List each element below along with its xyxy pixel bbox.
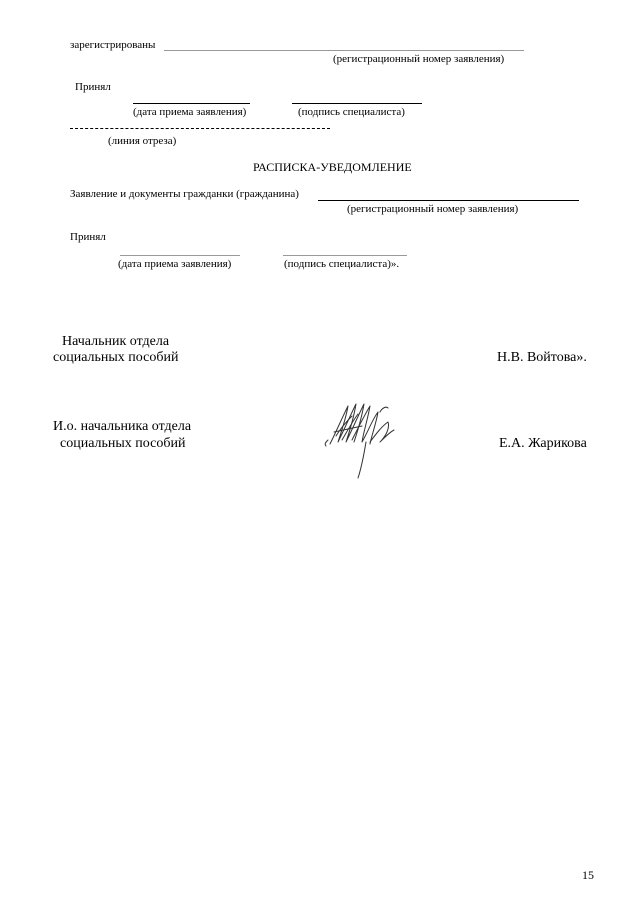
receipt-date-caption: (дата приема заявления) <box>118 258 232 270</box>
acting-head-position-line2: социальных пособий <box>60 436 186 451</box>
receipt-accepted-label: Принял <box>70 231 106 243</box>
receipt-reg-number-caption: (регистрационный номер заявления) <box>347 203 519 215</box>
receipt-reg-number-underline <box>318 200 579 201</box>
registered-label: зарегистрированы <box>70 39 156 51</box>
signature-caption: (подпись специалиста) <box>298 106 405 118</box>
receipt-signature-caption: (подпись специалиста)». <box>284 258 400 270</box>
acting-head-position-line1: И.о. начальника отдела <box>53 419 192 434</box>
page-number: 15 <box>582 868 594 882</box>
receipt-title: РАСПИСКА-УВЕДОМЛЕНИЕ <box>253 160 412 174</box>
date-underline <box>133 103 250 104</box>
signature-underline <box>292 103 422 104</box>
accepted-label: Принял <box>75 81 111 93</box>
acting-head-name: Е.А. Жарикова <box>499 436 587 451</box>
cut-line <box>70 128 330 129</box>
statement-label: Заявление и документы гражданки (гражданина) <box>70 188 299 200</box>
date-caption: (дата приема заявления) <box>133 106 247 118</box>
cut-line-caption: (линия отреза) <box>108 135 177 147</box>
head-name: Н.В. Войтова». <box>497 350 587 365</box>
receipt-date-underline <box>120 255 240 256</box>
reg-number-underline <box>164 50 524 51</box>
head-position-line1: Начальник отдела <box>62 334 170 349</box>
reg-number-caption: (регистрационный номер заявления) <box>333 53 505 65</box>
head-position-line2: социальных пособий <box>53 350 179 365</box>
handwritten-signature <box>322 396 402 480</box>
receipt-signature-underline <box>283 255 407 256</box>
